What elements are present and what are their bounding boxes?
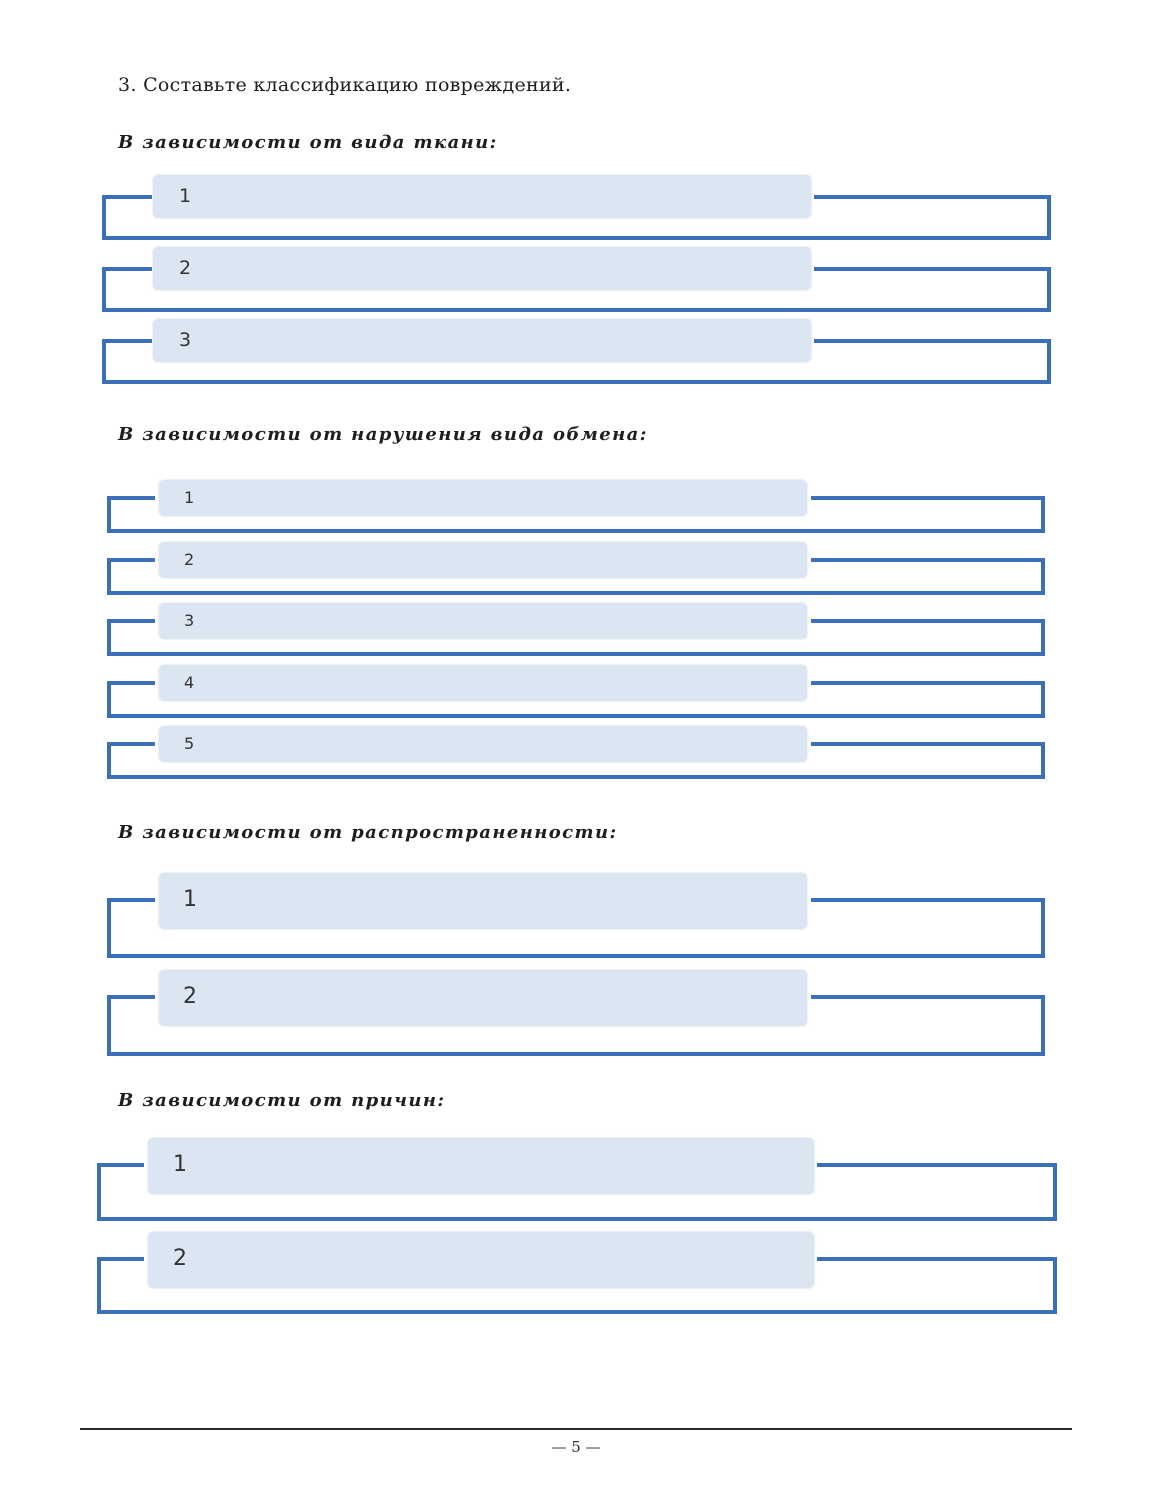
prevalence-item-1 — [107, 873, 1045, 958]
metabolism-item-3 — [107, 603, 1045, 656]
metabolism-item-1 — [107, 480, 1045, 533]
section-heading-causes: В зависимости от причин: — [118, 1090, 446, 1111]
section-heading-metabolism: В зависимости от нарушения вида обмена: — [118, 424, 648, 445]
tissue-item-1 — [102, 175, 1051, 240]
metabolism-answer-field-4[interactable] — [159, 665, 807, 701]
item-number: 4 — [184, 673, 195, 692]
item-number: 2 — [184, 550, 195, 569]
metabolism-item-5 — [107, 726, 1045, 779]
tissue-answer-field-1[interactable] — [153, 175, 811, 218]
item-number: 3 — [179, 329, 192, 351]
tissue-item-3 — [102, 319, 1051, 384]
item-number: 1 — [173, 1152, 187, 1177]
item-number: 5 — [184, 734, 195, 753]
section-heading-prevalence: В зависимости от распространенности: — [118, 822, 618, 843]
item-number: 1 — [179, 185, 192, 207]
causes-answer-field-1[interactable] — [148, 1138, 814, 1194]
metabolism-answer-field-1[interactable] — [159, 480, 807, 516]
item-number: 1 — [183, 887, 197, 912]
footer-rule — [80, 1428, 1072, 1430]
prevalence-answer-field-2[interactable] — [159, 970, 807, 1026]
section-heading-tissue: В зависимости от вида ткани: — [118, 132, 498, 153]
metabolism-answer-field-5[interactable] — [159, 726, 807, 762]
tissue-answer-field-2[interactable] — [153, 247, 811, 290]
item-number: 2 — [179, 257, 192, 279]
metabolism-answer-field-2[interactable] — [159, 542, 807, 578]
item-number: 2 — [183, 984, 197, 1009]
prevalence-item-2 — [107, 970, 1045, 1056]
tissue-item-2 — [102, 247, 1051, 312]
prevalence-answer-field-1[interactable] — [159, 873, 807, 929]
causes-item-2 — [97, 1232, 1057, 1314]
tissue-answer-field-3[interactable] — [153, 319, 811, 362]
item-number: 1 — [184, 488, 195, 507]
item-number: 3 — [184, 611, 195, 630]
metabolism-item-2 — [107, 542, 1045, 595]
causes-answer-field-2[interactable] — [148, 1232, 814, 1288]
causes-item-1 — [97, 1138, 1057, 1221]
item-number: 2 — [173, 1246, 187, 1271]
page-number: — 5 — — [551, 1438, 601, 1456]
task-title: 3. Составьте классификацию повреждений. — [118, 74, 572, 96]
metabolism-item-4 — [107, 665, 1045, 718]
metabolism-answer-field-3[interactable] — [159, 603, 807, 639]
